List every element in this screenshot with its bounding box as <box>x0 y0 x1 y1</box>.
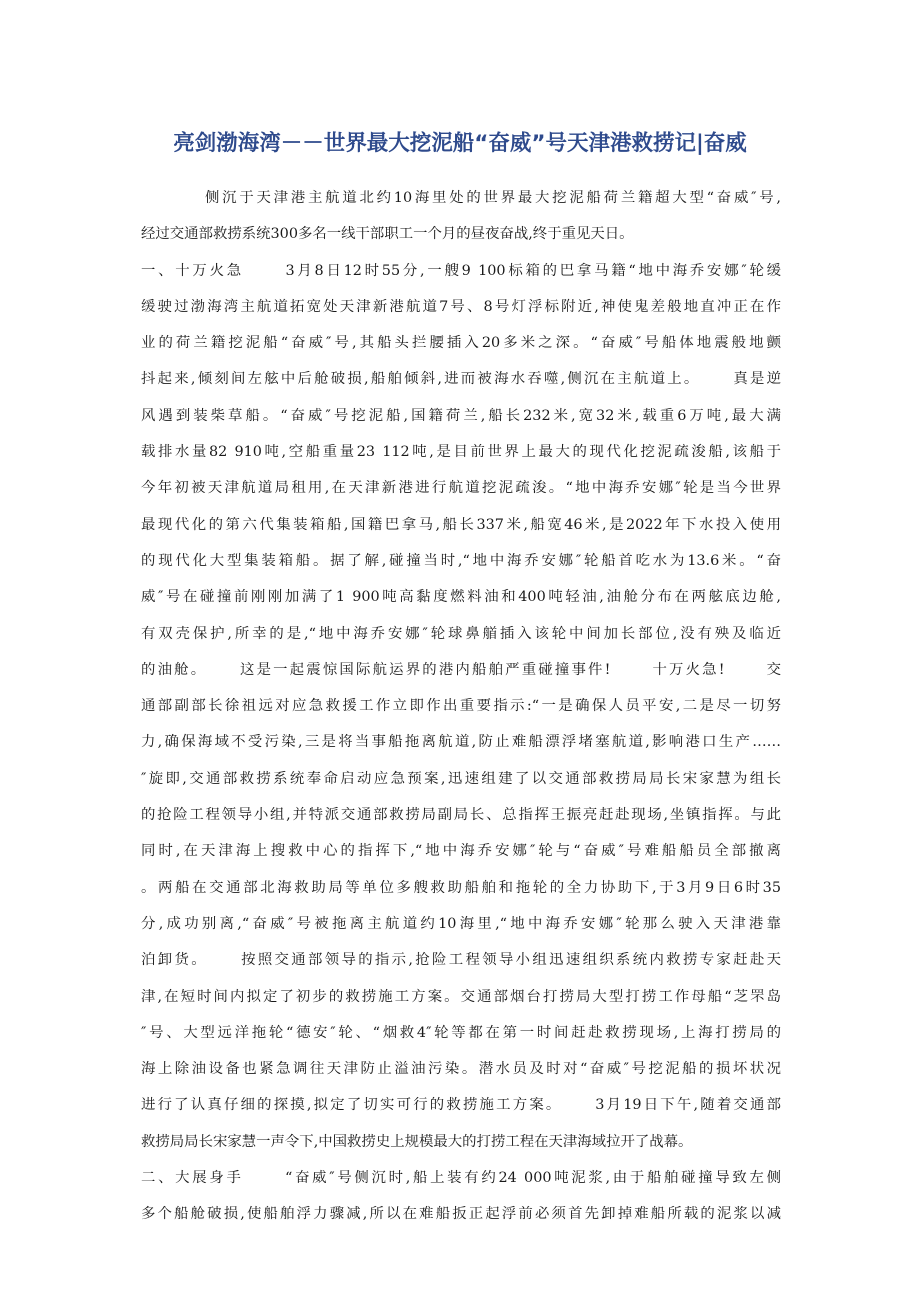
text-line: 有双壳保护,所幸的是,“地中海乔安娜″轮球鼻艏插入该轮中间加长部位,没有殃及临近 <box>141 625 781 642</box>
text-line: 津,在短时间内拟定了初步的救捞施工方案。交通部烟台打捞局大型打捞工作母船“芝罘岛 <box>141 988 781 1005</box>
text-line: 侧沉于天津港主航道北约10海里处的世界最大挖泥船荷兰籍超大型“奋威″号, <box>205 190 781 206</box>
text-line: 缓驶过渤海湾主航道拓宽处天津新港航道7号、8号灯浮标附近,神使鬼差般地直冲正在作 <box>141 298 781 315</box>
text-line: 今年初被天津航道局租用,在天津新港进行航道挖泥疏浚。“地中海乔安娜″轮是当今世界 <box>141 480 781 497</box>
text-line: 多个船舱破损,使船舶浮力骤减,所以在难船扳正起浮前必须首先卸掉难船所载的泥浆以减 <box>141 1206 781 1223</box>
document-title: 亮剑渤海湾－－世界最大挖泥船“奋威”号天津港救捞记|奋威 <box>173 131 747 156</box>
text-line: 的现代化大型集装箱船。据了解,碰撞当时,“地中海乔安娜″轮船首吃水为13.6米。“奋 <box>141 552 781 569</box>
text-line: 二、大展身手 “奋威″号侧沉时,船上装有约24 000吨泥浆,由于船舶碰撞导致左侧 <box>141 1170 781 1187</box>
text-line: 。两船在交通部北海救助局等单位多艘救助船舶和拖轮的全力协助下,于3月9日6时35 <box>141 879 781 896</box>
text-line: 经过交通部救捞系统300多名一线干部职工一个月的昼夜奋战,终于重见天日。 <box>141 226 634 243</box>
text-line: 通部副部长徐祖远对应急救援工作立即作出重要指示:“一是确保人员平安,二是尽一切努 <box>141 698 781 715</box>
text-line: 力,确保海域不受污染,三是将当事船拖离航道,防止难船漂浮堵塞航道,影响港口生产…… <box>141 734 781 751</box>
text-line: 泊卸货。 按照交通部领导的指示,抢险工程领导小组迅速组织系统内救捞专家赶赴天 <box>141 952 781 969</box>
text-line: 进行了认真仔细的探摸,拟定了切实可行的救捞施工方案。 3月19日下午,随着交通部 <box>141 1097 781 1114</box>
text-line: 的油舱。 这是一起震惊国际航运界的港内船舶严重碰撞事件! 十万火急! 交 <box>141 661 781 678</box>
text-line: 分,成功别离,“奋威″号被拖离主航道约10海里,“地中海乔安娜″轮那么驶入天津港靠 <box>141 915 781 932</box>
text-line: 最现代化的第六代集装箱船,国籍巴拿马,船长337米,船宽46米,是2022年下水投入使用 <box>141 516 781 533</box>
text-line: 载排水量82 910吨,空船重量23 112吨,是目前世界上最大的现代化挖泥疏浚船,该船于 <box>141 444 781 461</box>
text-line: 风遇到装柴草船。“奋威″号挖泥船,国籍荷兰,船长232米,宽32米,载重6万吨,最大满 <box>141 407 781 424</box>
text-line: 威″号在碰撞前刚刚加满了1 900吨高黏度燃料油和400吨轻油,油舱分布在两舷底边舱, <box>141 589 781 606</box>
document-body <box>141 180 781 1233</box>
text-line: 抖起来,倾刻间左舷中后舱破损,船舶倾斜,进而被海水吞噬,侧沉在主航道上。 真是逆 <box>141 371 781 388</box>
text-line: 一、十万火急 3月8日12时55分,一艘9 100标箱的巴拿马籍“地中海乔安娜″轮缓 <box>141 262 781 279</box>
text-line: ″旋即,交通部救捞系统奉命启动应急预案,迅速组建了以交通部救捞局局长宋家慧为组长 <box>141 770 781 787</box>
text-line: 业的荷兰籍挖泥船“奋威″号,其船头拦腰插入20多米之深。“奋威″号船体地震般地颤 <box>141 335 781 352</box>
text-line: 同时,在天津海上搜救中心的指挥下,“地中海乔安娜″轮与“奋威″号难船船员全部撤离 <box>141 843 781 860</box>
text-line: 救捞局局长宋家慧一声令下,中国救捞史上规模最大的打捞工程在天津海域拉开了战幕。 <box>141 1133 693 1150</box>
text-line: 的抢险工程领导小组,并特派交通部救捞局副局长、总指挥王振亮赶赴现场,坐镇指挥。与此 <box>141 807 781 824</box>
text-line: 海上除油设备也紧急调往天津防止溢油污染。潜水员及时对“奋威″号挖泥船的损坏状况 <box>141 1061 781 1078</box>
text-line: ″号、大型远洋拖轮“德安″轮、“烟救4″轮等都在第一时间赶赴救捞现场,上海打捞局的 <box>141 1024 781 1041</box>
